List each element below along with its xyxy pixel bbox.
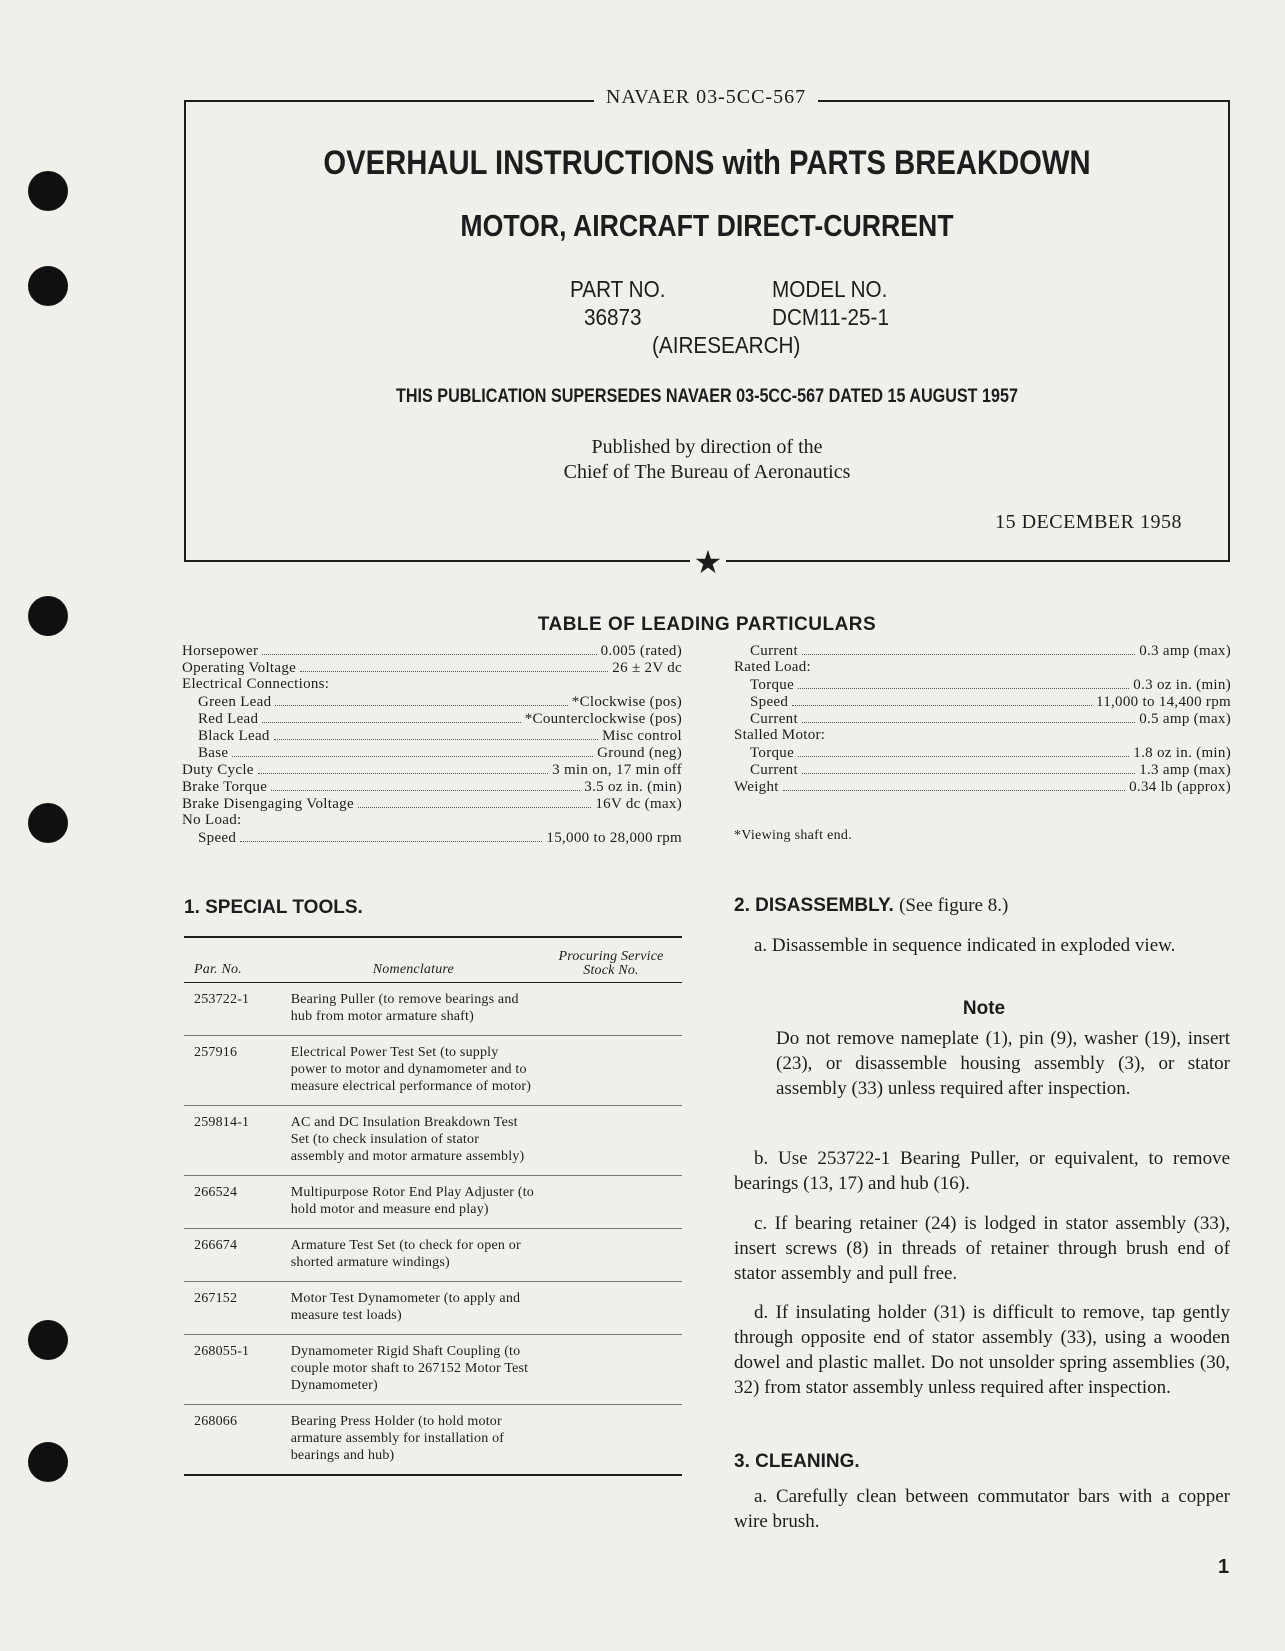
particular-label: Base <box>198 745 229 761</box>
dot-leader <box>258 761 548 774</box>
tool-stock-number <box>540 1176 682 1229</box>
particular-value: 0.3 amp (max) <box>1139 643 1231 659</box>
table-row <box>184 1405 682 1476</box>
particular-label: Current <box>750 711 798 727</box>
particular-label: Stalled Motor: <box>734 727 826 743</box>
particular-row <box>182 727 682 744</box>
binder-hole <box>28 266 68 306</box>
disassembly-heading-text: 2. DISASSEMBLY. <box>734 895 894 916</box>
note-heading: Note <box>962 998 1006 1019</box>
particular-row <box>734 761 1231 778</box>
note-text: Do not remove nameplate (1), pin (9), washer (19), insert (23), or disassemble housing assembly (3), or stator assembly (33) unless required after inspection. <box>776 1028 1230 1099</box>
section-heading-special-tools: 1. SPECIAL TOOLS. <box>184 897 363 918</box>
tool-stock-number <box>540 1405 682 1476</box>
page-title: OVERHAUL INSTRUCTIONS with PARTS BREAKDOWN <box>323 144 1091 182</box>
tool-part-number: 266674 <box>184 1229 287 1282</box>
published-by-line: Chief of The Bureau of Aeronautics <box>563 461 851 483</box>
particular-row <box>734 778 1231 795</box>
particular-row <box>182 812 682 829</box>
tool-part-number: 268055-1 <box>184 1335 287 1405</box>
particular-label: Black Lead <box>198 728 270 744</box>
particulars-list-right <box>734 642 1231 795</box>
particulars-title: TABLE OF LEADING PARTICULARS <box>537 614 877 635</box>
particular-row <box>734 744 1231 761</box>
particular-label: Weight <box>734 779 779 795</box>
publication-date: 15 DECEMBER 1958 <box>995 511 1182 533</box>
dot-leader <box>358 795 591 808</box>
particular-row <box>182 744 682 761</box>
particular-row <box>182 778 682 795</box>
disassembly-step-d: d. If insulating holder (31) is difficult to remove, tap gently through opposite end of stator assembly (33), using a wooden dowel and plastic mallet. Do not unsolder spring assemblies (30, 32) from stator assembly unless required after inspection. <box>734 1302 1230 1398</box>
document-number: NAVAER 03-5CC-567 <box>605 86 807 108</box>
particular-label: Current <box>750 643 798 659</box>
published-by-line: Published by direction of the <box>591 436 823 458</box>
dot-leader <box>274 727 598 740</box>
particular-row <box>734 727 1231 744</box>
figure-reference: (See figure 8.) <box>899 895 1009 916</box>
particular-row <box>734 642 1231 659</box>
table-row <box>184 1229 682 1282</box>
model-number-label: MODEL NO. <box>772 276 888 302</box>
tool-part-number: 253722-1 <box>184 983 287 1036</box>
tool-part-number: 268066 <box>184 1405 287 1476</box>
particular-label: Electrical Connections: <box>182 676 330 692</box>
particular-label: Brake Torque <box>182 779 268 795</box>
particular-value: Ground (neg) <box>597 745 682 761</box>
dot-leader <box>802 761 1135 774</box>
dot-leader <box>271 778 580 791</box>
particular-label: Rated Load: <box>734 659 812 675</box>
table-row <box>184 983 682 1036</box>
tool-stock-number <box>540 1106 682 1176</box>
tool-nomenclature: Dynamometer Rigid Shaft Coupling (to couple motor shaft to 267152 Motor Test Dynamometer) <box>287 1335 540 1405</box>
particular-value: 16V dc (max) <box>595 796 682 812</box>
particular-value: 0.5 amp (max) <box>1139 711 1231 727</box>
particular-label: Torque <box>750 677 795 693</box>
tool-part-number: 267152 <box>184 1282 287 1335</box>
particular-value: 3.5 oz in. (min) <box>584 779 682 795</box>
tool-nomenclature: Motor Test Dynamometer (to apply and measure test loads) <box>287 1282 540 1335</box>
particular-row <box>182 659 682 676</box>
tool-stock-number <box>540 1282 682 1335</box>
disassembly-step-b: b. Use 253722-1 Bearing Puller, or equivalent, to remove bearings (13, 17) and hub (16). <box>734 1148 1230 1194</box>
dot-leader <box>783 778 1125 791</box>
particular-label: Speed <box>198 830 237 846</box>
particular-label: Speed <box>750 694 789 710</box>
dot-leader <box>802 710 1135 723</box>
table-row <box>184 1335 682 1405</box>
particular-row <box>734 710 1231 727</box>
binder-hole <box>28 1442 68 1482</box>
particular-value: 15,000 to 28,000 rpm <box>546 830 682 846</box>
table-row <box>184 1282 682 1335</box>
dot-leader <box>275 693 567 706</box>
particular-row <box>182 761 682 778</box>
tool-stock-number <box>540 1036 682 1106</box>
dot-leader <box>798 744 1129 757</box>
header-rule <box>184 100 594 102</box>
dot-leader <box>240 829 542 842</box>
particular-row <box>182 829 682 846</box>
particular-row <box>182 693 682 710</box>
binder-hole <box>28 1320 68 1360</box>
tool-nomenclature: Armature Test Set (to check for open or shorted armature windings) <box>287 1229 540 1282</box>
disassembly-step-a: a. Disassemble in sequence indicated in exploded view. <box>754 935 1176 956</box>
particular-label: Green Lead <box>198 694 272 710</box>
particular-value: 1.8 oz in. (min) <box>1133 745 1231 761</box>
cleaning-step-a: a. Carefully clean between commutator bars with a copper wire brush. <box>734 1486 1230 1532</box>
column-header: Procuring Service Stock No. <box>540 937 682 983</box>
particular-label: No Load: <box>182 812 242 828</box>
page-number: 1 <box>1218 1556 1230 1578</box>
tool-stock-number <box>540 1335 682 1405</box>
tool-stock-number <box>540 983 682 1036</box>
particular-label: Operating Voltage <box>182 660 297 676</box>
tool-part-number: 266524 <box>184 1176 287 1229</box>
particular-value: 11,000 to 14,400 rpm <box>1095 694 1231 710</box>
part-number-value: 36873 <box>584 304 642 330</box>
manufacturer: (AIRESEARCH) <box>652 332 801 358</box>
particular-value: 3 min on, 17 min off <box>552 762 682 778</box>
particular-row <box>734 693 1231 710</box>
particular-row <box>734 676 1231 693</box>
tool-part-number: 257916 <box>184 1036 287 1106</box>
particular-label: Brake Disengaging Voltage <box>182 796 354 812</box>
dot-leader <box>300 659 608 672</box>
section-heading-disassembly <box>734 895 1008 917</box>
tool-nomenclature: Multipurpose Rotor End Play Adjuster (to hold motor and measure end play) <box>287 1176 540 1229</box>
special-tools-table <box>184 936 682 1476</box>
particular-value: 1.3 amp (max) <box>1139 762 1231 778</box>
supersedes-notice: THIS PUBLICATION SUPERSEDES NAVAER 03-5CC-567 DATED 15 AUGUST 1957 <box>396 386 1018 407</box>
particular-value: 0.3 oz in. (min) <box>1133 677 1231 693</box>
particular-value: 0.34 lb (approx) <box>1129 779 1231 795</box>
section-heading-cleaning: 3. CLEANING. <box>734 1451 860 1472</box>
table-row <box>184 1036 682 1106</box>
particular-value: Misc control <box>602 728 682 744</box>
binder-hole <box>28 171 68 211</box>
table-row <box>184 1176 682 1229</box>
part-number-label: PART NO. <box>570 276 666 302</box>
particular-value: *Clockwise (pos) <box>571 694 682 710</box>
binder-hole <box>28 803 68 843</box>
particular-label: Red Lead <box>198 711 259 727</box>
tool-nomenclature: AC and DC Insulation Breakdown Test Set (to check insulation of stator assembly and motor armature assembly) <box>287 1106 540 1176</box>
dot-leader <box>802 642 1135 655</box>
particular-row <box>182 795 682 812</box>
binder-hole <box>28 596 68 636</box>
tool-stock-number <box>540 1229 682 1282</box>
star-icon: ★ <box>690 546 726 578</box>
page-subtitle: MOTOR, AIRCRAFT DIRECT-CURRENT <box>460 208 954 243</box>
particular-label: Horsepower <box>182 643 259 659</box>
particular-label: Duty Cycle <box>182 762 254 778</box>
dot-leader <box>232 744 593 757</box>
particular-value: *Counterclockwise (pos) <box>524 711 682 727</box>
dot-leader <box>262 710 520 723</box>
particular-row <box>182 676 682 693</box>
header-rule <box>818 100 1230 102</box>
model-number-value: DCM11-25-1 <box>772 304 889 330</box>
particular-label: Torque <box>750 745 795 761</box>
dot-leader <box>262 642 596 655</box>
table-row <box>184 1106 682 1176</box>
particular-row <box>182 642 682 659</box>
particular-row <box>182 710 682 727</box>
tool-nomenclature: Bearing Press Holder (to hold motor armature assembly for installation of bearings and hub) <box>287 1405 540 1476</box>
column-header: Par. No. <box>184 937 287 983</box>
tool-nomenclature: Electrical Power Test Set (to supply power to motor and dynamometer and to measure electrical performance of motor) <box>287 1036 540 1106</box>
tool-nomenclature: Bearing Puller (to remove bearings and hub from motor armature shaft) <box>287 983 540 1036</box>
particular-row <box>734 659 1231 676</box>
dot-leader <box>798 676 1129 689</box>
column-header: Nomenclature <box>287 937 540 983</box>
dot-leader <box>792 693 1092 706</box>
particular-value: 26 ± 2V dc <box>612 660 682 676</box>
particular-label: Current <box>750 762 798 778</box>
tool-part-number: 259814-1 <box>184 1106 287 1176</box>
particulars-footnote: *Viewing shaft end. <box>734 828 853 843</box>
particular-value: 0.005 (rated) <box>600 643 682 659</box>
particulars-list-left <box>182 642 682 846</box>
disassembly-step-c: c. If bearing retainer (24) is lodged in stator assembly (33), insert screws (8) in threads of retainer through brush end of stator assembly and pull free. <box>734 1213 1230 1284</box>
